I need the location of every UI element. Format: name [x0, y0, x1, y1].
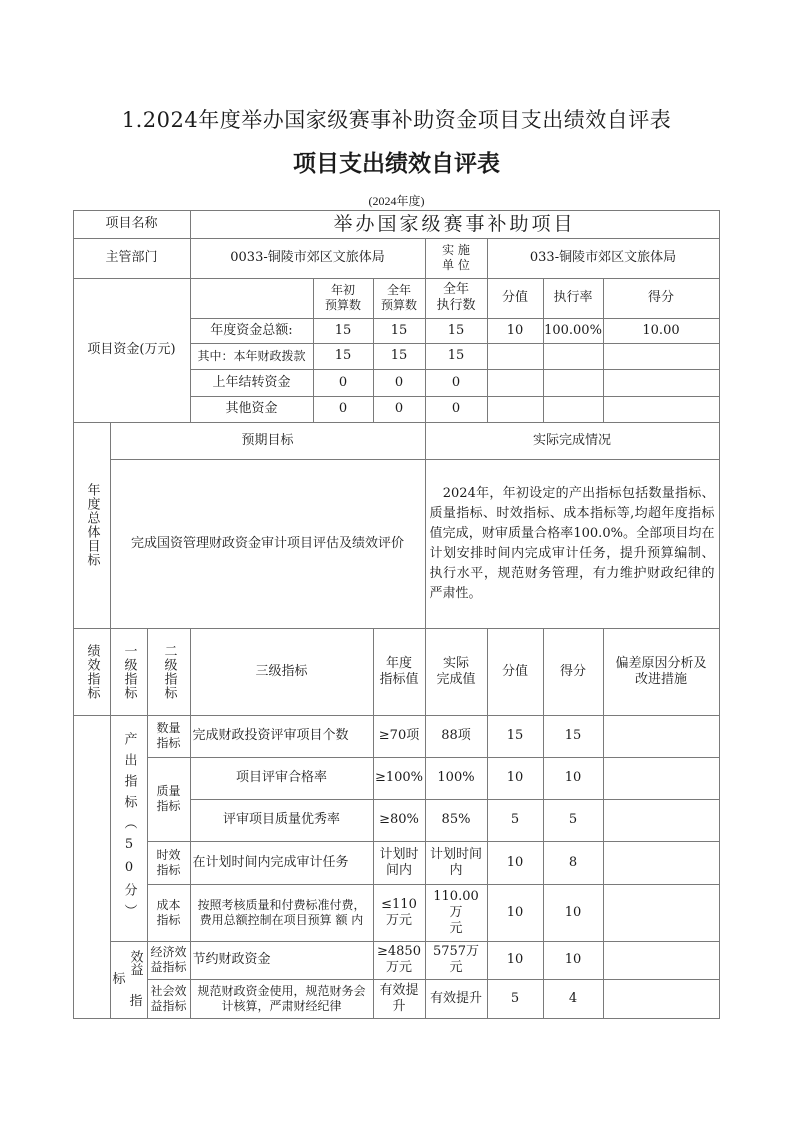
actual-cell: [425, 841, 488, 885]
target-cell: [373, 884, 426, 942]
weight-cell: [487, 841, 544, 885]
document-title: 1.2024年度举办国家级赛事补助资金项目支出绩效自评表: [121, 108, 672, 132]
target-cell: [373, 757, 426, 800]
funds-cell-score: [603, 343, 720, 370]
goals-section-label: 年度总体目标: [84, 483, 100, 567]
level3-header: [190, 628, 374, 716]
weight-cell: [487, 799, 544, 842]
weight-header-text: 分值: [501, 663, 528, 679]
weight-header: [487, 628, 544, 716]
funds-col-header-text: 年初 预算数: [324, 283, 361, 312]
target-cell-text: ≥4850 万元: [377, 944, 421, 975]
benefit-label-top: 效益: [127, 949, 143, 976]
level3-cell: [190, 979, 374, 1019]
funds-cell-initial-text: 0: [338, 401, 348, 416]
impl-unit-label-text: 实 施 单 位: [442, 243, 470, 272]
score-cell: [543, 757, 604, 800]
score-cell-text: 15: [564, 728, 582, 743]
funds-cell-score: [603, 396, 720, 423]
score-header-text: 得分: [559, 663, 586, 679]
goals-actual-header-text: 实际完成情况: [532, 432, 611, 448]
funds-col-header-text: 全年 预算数: [380, 283, 417, 312]
funds-cell-executed: [425, 343, 488, 370]
goals-section-label-cell: [73, 422, 111, 629]
score-cell: [543, 884, 604, 942]
funds-cell-weight: [487, 318, 544, 344]
target-cell: [373, 979, 426, 1019]
level3-cell-text: 在计划时间内完成审计任务: [192, 854, 349, 870]
weight-cell: [487, 979, 544, 1019]
weight-cell: [487, 884, 544, 942]
funds-row-label-text: 其他资金: [225, 401, 278, 416]
funds-cell-annual-text: 15: [390, 322, 408, 338]
level3-cell: [190, 941, 374, 980]
project-name-label: [73, 210, 191, 239]
funds-cell-annual-text: 0: [394, 401, 404, 416]
deviation-cell: [603, 715, 720, 758]
funds-cell-rate-text: 100.00%: [544, 322, 602, 338]
level3-cell: [190, 799, 374, 842]
funds-col-header-text: 执行率: [553, 290, 593, 305]
weight-cell-text: 5: [510, 812, 520, 827]
dept-label: [73, 238, 191, 279]
deviation-cell: [603, 884, 720, 942]
target-cell-text: ≥70项: [378, 728, 420, 743]
funds-col-header-text: 全年 执行数: [436, 282, 476, 313]
funds-cell-annual-text: 0: [394, 374, 404, 390]
funds-cell-executed-text: 15: [447, 322, 465, 338]
funds-cell-executed-text: 15: [447, 348, 465, 363]
funds-row-label-text: 年度资金总额:: [210, 322, 293, 338]
level1-header-text: 一级指标: [121, 643, 137, 700]
deviation-cell: [603, 841, 720, 885]
level2-cell: [147, 941, 191, 980]
funds-cell-annual: [373, 343, 426, 370]
target-cell-text: 有效提 升: [379, 982, 419, 1014]
impl-unit-value-text: 033-铜陵市郊区文旅体局: [529, 250, 677, 265]
funds-col-header-text: 分值: [501, 290, 528, 305]
funds-cell-score: [603, 369, 720, 397]
target-cell-text: ≥80%: [379, 812, 419, 827]
score-cell-text: 10: [564, 770, 582, 785]
funds-cell-executed: [425, 369, 488, 397]
level3-cell: [190, 757, 374, 800]
output-indicator-label: 产出指标（50分）: [121, 731, 137, 925]
actual-header: [425, 628, 488, 716]
benefit-label-bottom: 指: [129, 993, 143, 1009]
benefit-label-left: 标: [112, 971, 126, 987]
weight-cell-text: 10: [506, 952, 524, 967]
funds-cell-initial-text: 0: [338, 374, 348, 390]
perf-indicator-header-text: 绩效指标: [84, 643, 100, 700]
actual-cell: [425, 799, 488, 842]
target-cell: [373, 841, 426, 885]
target-cell: [373, 715, 426, 758]
funds-row-label: [190, 343, 314, 370]
actual-cell: [425, 715, 488, 758]
output-indicator-cell: [110, 715, 148, 942]
dept-label-text: 主管部门: [105, 250, 158, 265]
deviation-cell: [603, 941, 720, 980]
level3-cell-text: 项目评审合格率: [235, 770, 327, 785]
score-cell-text: 10: [564, 952, 582, 967]
dept-value: [190, 238, 426, 279]
target-header: [373, 628, 426, 716]
score-header: [543, 628, 604, 716]
level2-cell: [147, 715, 191, 758]
perf-indicator-blank: [73, 715, 111, 1019]
level2-cell-text: 成本 指标: [156, 897, 181, 927]
funds-cell-score-text: 10.00: [642, 322, 680, 338]
funds-cell-score: [603, 318, 720, 344]
funds-cell-executed: [425, 318, 488, 344]
score-cell: [543, 941, 604, 980]
deviation-cell: [603, 799, 720, 842]
perf-indicator-header: [73, 628, 111, 716]
funds-cell-initial: [313, 369, 374, 397]
weight-cell: [487, 941, 544, 980]
funds-cell-rate: [543, 396, 604, 423]
funds-col-header: [425, 278, 488, 319]
funds-col-header-text: 得分: [647, 290, 674, 305]
funds-cell-executed: [425, 396, 488, 423]
actual-cell-text: 计划时间 内: [429, 846, 482, 878]
funds-row-label: [190, 318, 314, 344]
level2-cell-text: 时效 指标: [156, 847, 181, 877]
level1-header: [110, 628, 148, 716]
level3-cell-text: 规范财政资金使用，规范财务会计核算，严肃财经纪律: [197, 983, 366, 1013]
funds-cell-weight: [487, 369, 544, 397]
funds-col-header: [373, 278, 426, 319]
project-name-value-text: 举办国家级赛事补助项目: [333, 213, 576, 235]
goals-actual-header: [425, 422, 720, 460]
project-name-value: [190, 210, 720, 239]
score-cell: [543, 841, 604, 885]
actual-cell-text: 有效提升: [429, 990, 482, 1006]
score-cell-text: 4: [568, 990, 578, 1006]
weight-cell-text: 10: [506, 770, 524, 785]
weight-cell: [487, 757, 544, 800]
funds-col-header: [313, 278, 374, 319]
level2-cell-text: 社会效 益指标: [150, 983, 187, 1013]
dept-value-text: 0033-铜陵市郊区文旅体局: [230, 250, 385, 265]
level3-cell-text: 按照考核质量和付费标准付费，费用总额控制在项目预算 额 内: [197, 897, 366, 927]
level2-cell: [147, 757, 191, 842]
funds-cell-weight-text: 10: [506, 322, 524, 338]
form-title: 项目支出绩效自评表: [293, 150, 500, 177]
goals-expected-text-text: 完成国资管理财政资金审计项目评估及绩效评价: [130, 535, 404, 551]
target-header-text: 年度 指标值: [379, 655, 419, 687]
weight-cell-text: 10: [506, 854, 524, 870]
deviation-cell: [603, 979, 720, 1019]
funds-cell-initial-text: 15: [334, 322, 352, 338]
funds-col-header: [543, 278, 604, 319]
goals-expected-header: [110, 422, 426, 460]
funds-cell-rate: [543, 369, 604, 397]
funds-row-label-text: 上年结转资金: [212, 374, 291, 390]
target-cell-text: ≥100%: [374, 770, 424, 785]
target-cell-text: ≤110 万元: [381, 896, 417, 928]
score-cell: [543, 799, 604, 842]
level2-cell: [147, 841, 191, 885]
funds-cell-annual: [373, 396, 426, 423]
goals-expected-text: [110, 459, 426, 629]
actual-header-text: 实际 完成值: [436, 655, 476, 687]
funds-cell-weight: [487, 343, 544, 370]
actual-cell-text: 88项: [441, 728, 471, 743]
level2-cell: [147, 979, 191, 1019]
score-cell: [543, 979, 604, 1019]
funds-row-label: [190, 396, 314, 423]
funds-section-label-text: 项目资金(万元): [87, 342, 176, 357]
actual-cell-text: 5757万元: [432, 944, 480, 975]
level2-header: [147, 628, 191, 716]
level2-header-text: 二级指标: [161, 643, 177, 700]
level3-cell-text: 评审项目质量优秀率: [222, 812, 340, 827]
actual-cell: [425, 884, 488, 942]
funds-cell-initial: [313, 396, 374, 423]
funds-header-blank: [190, 278, 314, 319]
goals-expected-header-text: 预期目标: [241, 432, 294, 448]
actual-cell: [425, 979, 488, 1019]
funds-section-label: [73, 278, 191, 423]
deviation-header-text: 偏差原因分析及 改进措施: [615, 655, 707, 687]
funds-cell-annual: [373, 369, 426, 397]
level3-cell: [190, 715, 374, 758]
target-cell-text: 计划时 间内: [379, 846, 419, 878]
score-cell-text: 10: [564, 904, 582, 920]
level3-header-text: 三级指标: [255, 663, 308, 679]
impl-unit-value: [487, 238, 720, 279]
actual-cell-text: 85%: [441, 812, 471, 827]
level3-cell: [190, 884, 374, 942]
funds-cell-initial: [313, 318, 374, 344]
score-cell-text: 8: [568, 854, 578, 870]
goals-actual-text-text: 2024年，年初设定的产出指标包括数量指标、质量指标、时效指标、成本指标等,均超年度指标值完成，财审质量合格率100.0%。全部项目均在计划安排时间内完成审计任务，提升预算编制、执行水平，规范财务管理，有力维护财政纪律的严肃性。: [429, 485, 715, 601]
score-cell: [543, 715, 604, 758]
actual-cell-text: 110.00万 元: [433, 888, 479, 936]
actual-cell-text: 100%: [437, 770, 475, 785]
funds-col-header: [487, 278, 544, 319]
funds-cell-rate: [543, 318, 604, 344]
actual-cell: [425, 941, 488, 980]
funds-cell-executed-text: 0: [451, 401, 461, 416]
funds-cell-executed-text: 0: [451, 374, 461, 390]
actual-cell: [425, 757, 488, 800]
target-cell: [373, 941, 426, 980]
funds-cell-initial-text: 15: [334, 348, 352, 363]
year-label: (2024年度): [368, 194, 425, 208]
funds-row-label-text: 其中：本年财政拨款: [197, 348, 306, 363]
funds-row-label: [190, 369, 314, 397]
level2-cell: [147, 884, 191, 942]
project-name-label-text: 项目名称: [105, 216, 158, 231]
deviation-cell: [603, 757, 720, 800]
funds-cell-annual-text: 15: [390, 348, 408, 363]
target-cell: [373, 799, 426, 842]
deviation-header: [603, 628, 720, 716]
weight-cell-text: 10: [506, 904, 524, 920]
funds-col-header: [603, 278, 720, 319]
weight-cell-text: 15: [506, 728, 524, 743]
level3-cell-text: 节约财政资金: [192, 952, 271, 967]
benefit-indicator-cell: [110, 941, 148, 1019]
score-cell-text: 5: [568, 812, 578, 827]
funds-cell-rate: [543, 343, 604, 370]
weight-cell: [487, 715, 544, 758]
impl-unit-label: [425, 238, 488, 279]
level3-cell-text: 完成财政投资评审项目个数: [192, 728, 349, 743]
funds-cell-weight: [487, 396, 544, 423]
level2-cell-text: 质量 指标: [156, 784, 181, 813]
level3-cell: [190, 841, 374, 885]
weight-cell-text: 5: [510, 990, 520, 1006]
level2-cell-text: 经济效 益指标: [150, 945, 187, 974]
goals-actual-text: [425, 459, 720, 629]
level2-cell-text: 数量 指标: [156, 721, 181, 750]
funds-cell-initial: [313, 343, 374, 370]
funds-cell-annual: [373, 318, 426, 344]
